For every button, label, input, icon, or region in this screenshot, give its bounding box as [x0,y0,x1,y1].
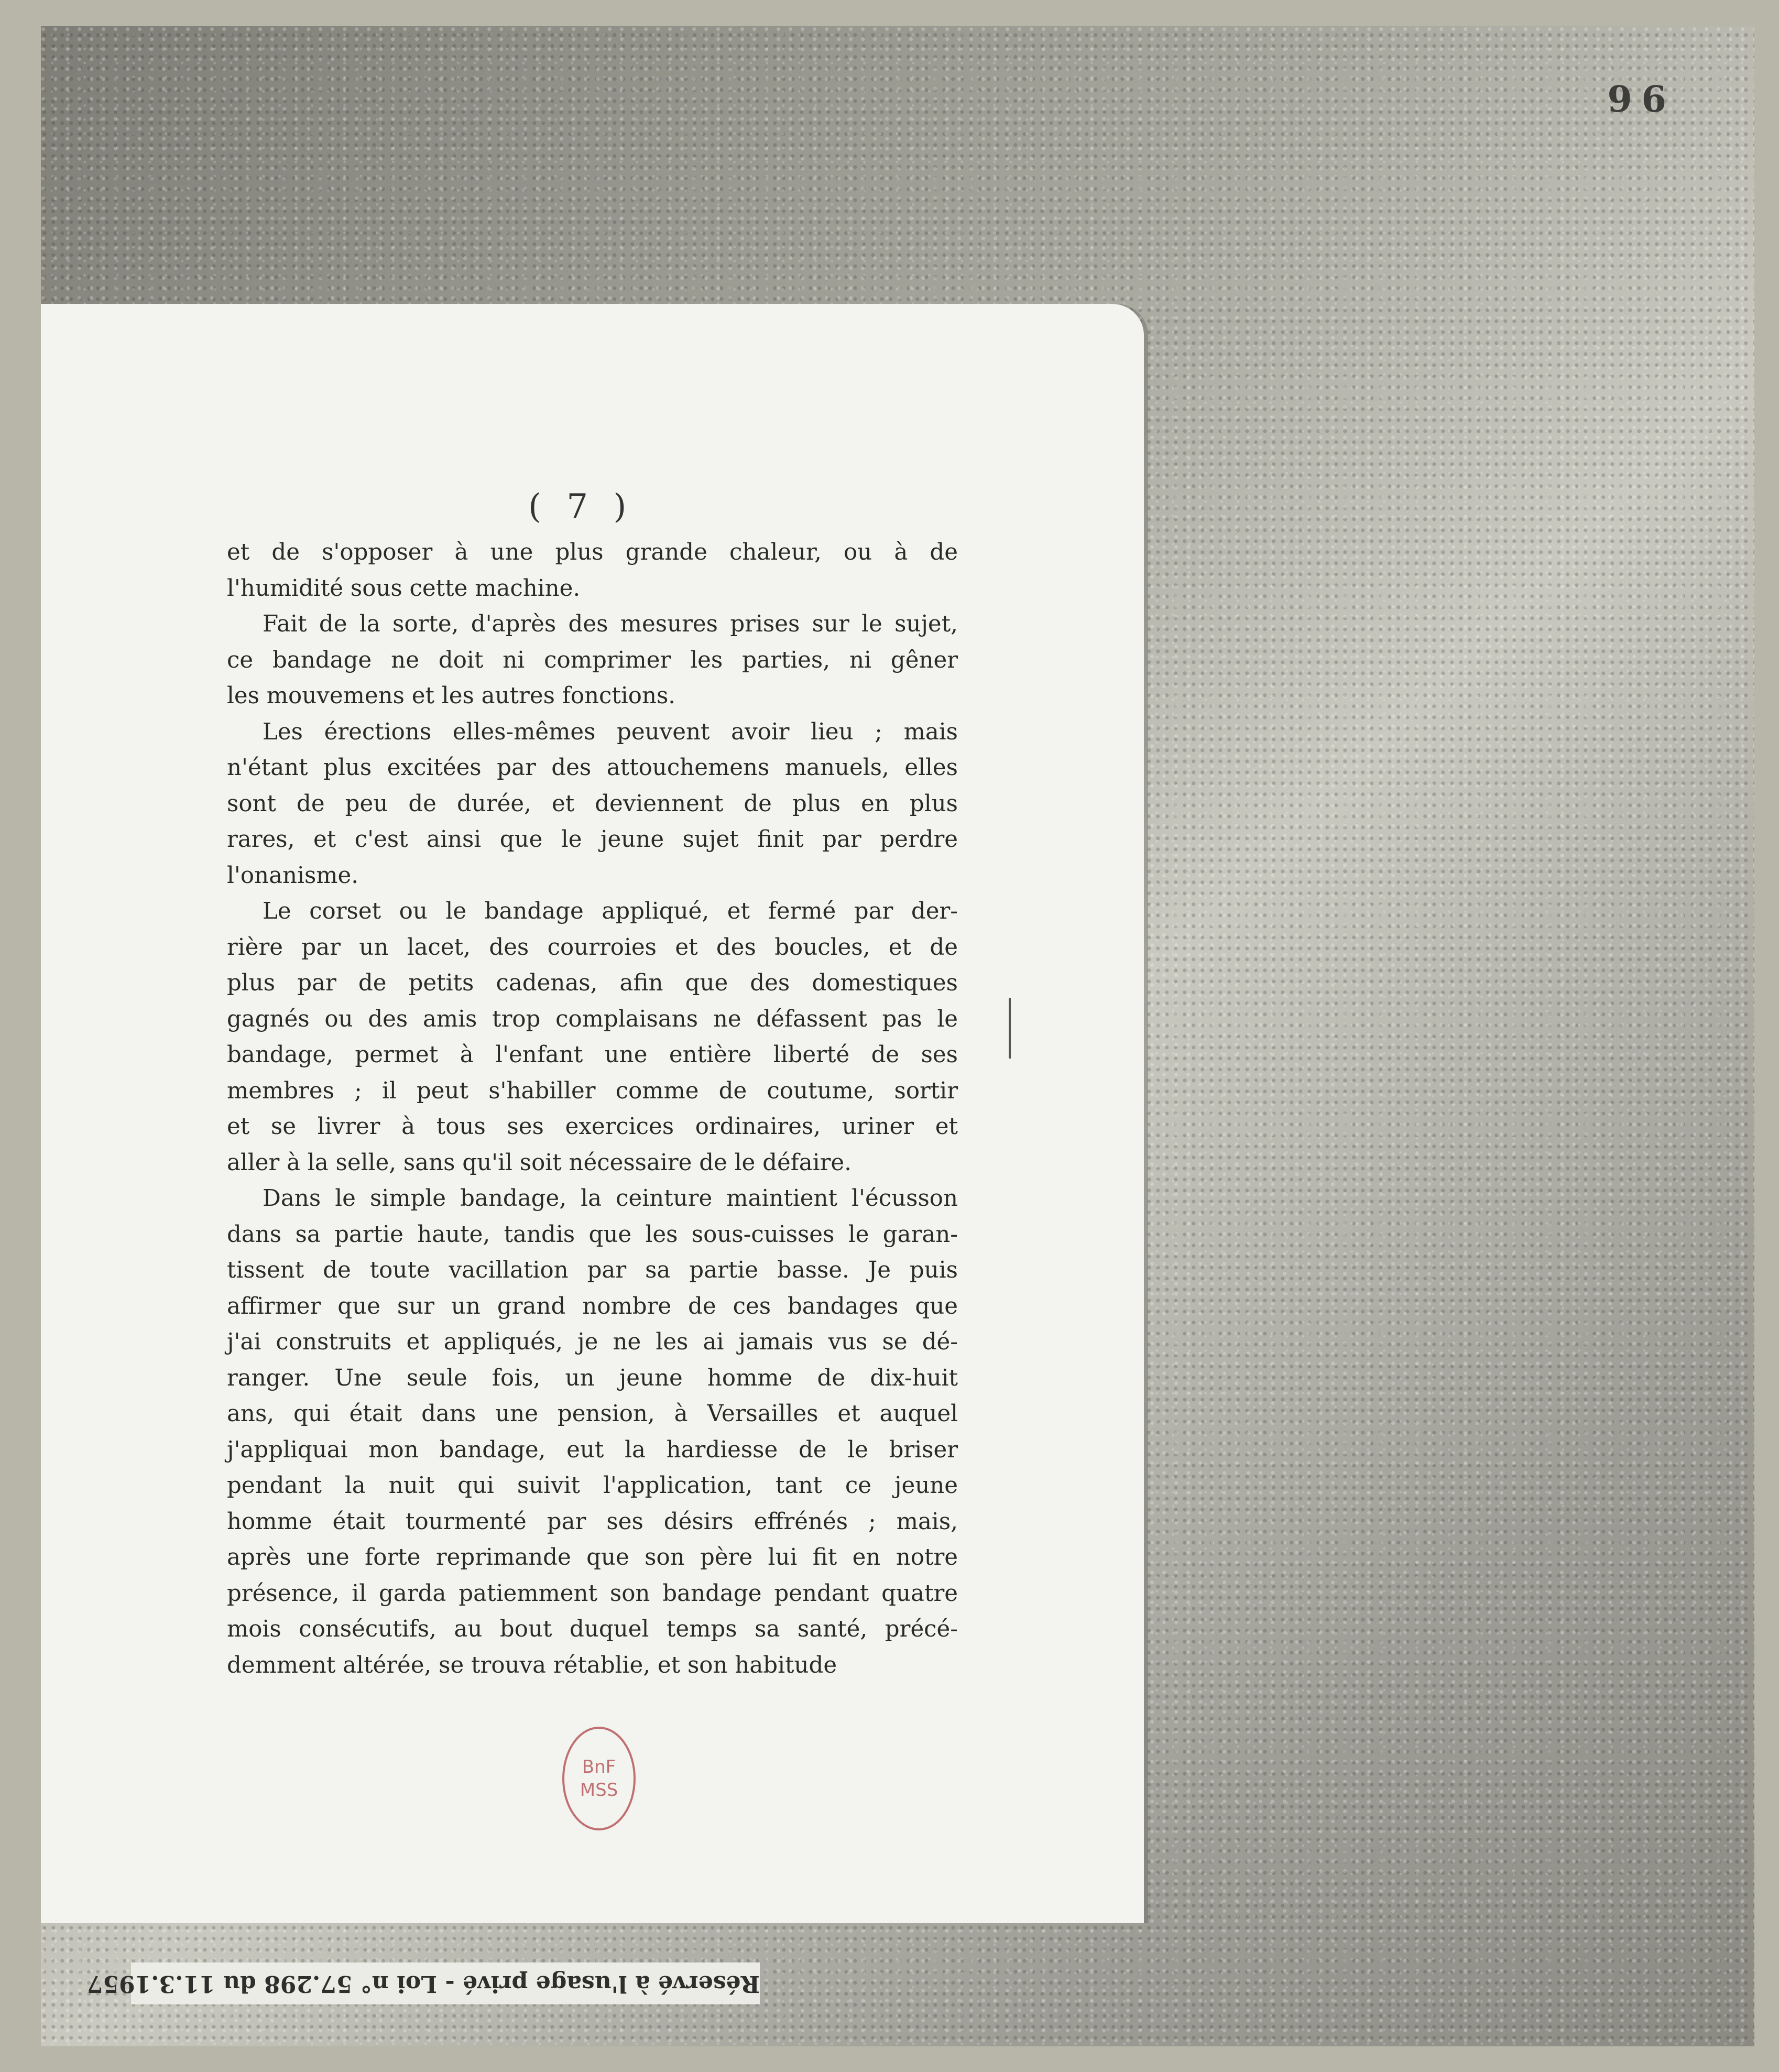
text-line: bandage, permet à l'enfant une entière liberté de ses [227,1042,958,1068]
text-line: demment altérée, se trouva rétablie, et son habitude [227,1652,837,1678]
text-line: Le corset ou le bandage appliqué, et fermé par der- [263,898,958,924]
text-line: et de s'opposer à une plus grande chaleur, ou à de [227,539,958,565]
text-line: tissent de toute vacillation par sa partie basse. Je puis [227,1257,958,1283]
text-line: présence, il garda patiemment son bandage pendant quatre [227,1580,958,1607]
text-line: homme était tourmenté par ses désirs effrénés ; mais, [227,1508,958,1535]
text-line: j'appliquai mon bandage, eut la hardiesse de le briser [227,1436,958,1463]
paragraph [227,535,958,606]
folio-number: 96 [1607,79,1676,121]
text-line: affirmer que sur un grand nombre de ces bandages que [227,1293,958,1319]
text-line: Dans le simple bandage, la ceinture maintient l'écusson [263,1185,958,1212]
text-line: rière par un lacet, des courroies et des boucles, et de [227,934,958,961]
text-line: l'onanisme. [227,862,359,889]
text-line: gagnés ou des amis trop complaisans ne défassent pas le [227,1006,958,1032]
text-line: après une forte reprimande que son père lui fit en notre [227,1544,958,1571]
text-line: pendant la nuit qui suivit l'application, tant ce jeune [227,1473,958,1499]
reproduction-notice: Réservé à l'usage privé - Loi n° 57.298 du 11.3.1957 [131,1962,760,2004]
text-line: les mouvemens et les autres fonctions. [227,683,676,709]
stamp-line-1: BnF [582,1757,616,1777]
text-line: rares, et c'est ainsi que le jeune sujet finit par perdre [227,826,958,853]
page-number: ( 7 ) [528,487,634,526]
margin-mark [1009,998,1011,1059]
text-line: ce bandage ne doit ni comprimer les parties, ni gêner [227,647,958,673]
text-line: Les érections elles-mêmes peuvent avoir lieu ; mais [263,718,958,745]
text-line: mois consécutifs, au bout duquel temps sa santé, précé- [227,1616,958,1642]
paragraph [227,893,958,1181]
text-line: membres ; il peut s'habiller comme de coutume, sortir [227,1077,958,1104]
paragraph [227,606,958,714]
text-line: sont de peu de durée, et deviennent de plus en plus [227,790,958,817]
text-line: dans sa partie haute, tandis que les sous-cuisses le garan- [227,1221,958,1248]
text-line: j'ai construits et appliqués, je ne les ai jamais vus se dé- [227,1329,958,1355]
paragraph [227,1181,958,1683]
text-line: ranger. Une seule fois, un jeune homme de dix-huit [227,1365,958,1391]
body-text [227,535,958,1683]
text-line: ans, qui était dans une pension, à Versailles et auquel [227,1401,958,1427]
text-line: plus par de petits cadenas, afin que des domestiques [227,970,958,996]
text-line: et se livrer à tous ses exercices ordinaires, uriner et [227,1114,958,1140]
stamp-line-2: MSS [580,1780,618,1801]
text-line: aller à la selle, sans qu'il soit nécessaire de le défaire. [227,1149,852,1176]
text-line: n'étant plus excitées par des attouchemens manuels, elles [227,755,958,781]
paragraph [227,714,958,894]
text-line: Fait de la sorte, d'après des mesures prises sur le sujet, [263,611,958,637]
library-stamp [562,1727,636,1830]
document-page [41,304,1144,1923]
text-line: l'humidité sous cette machine. [227,575,581,602]
